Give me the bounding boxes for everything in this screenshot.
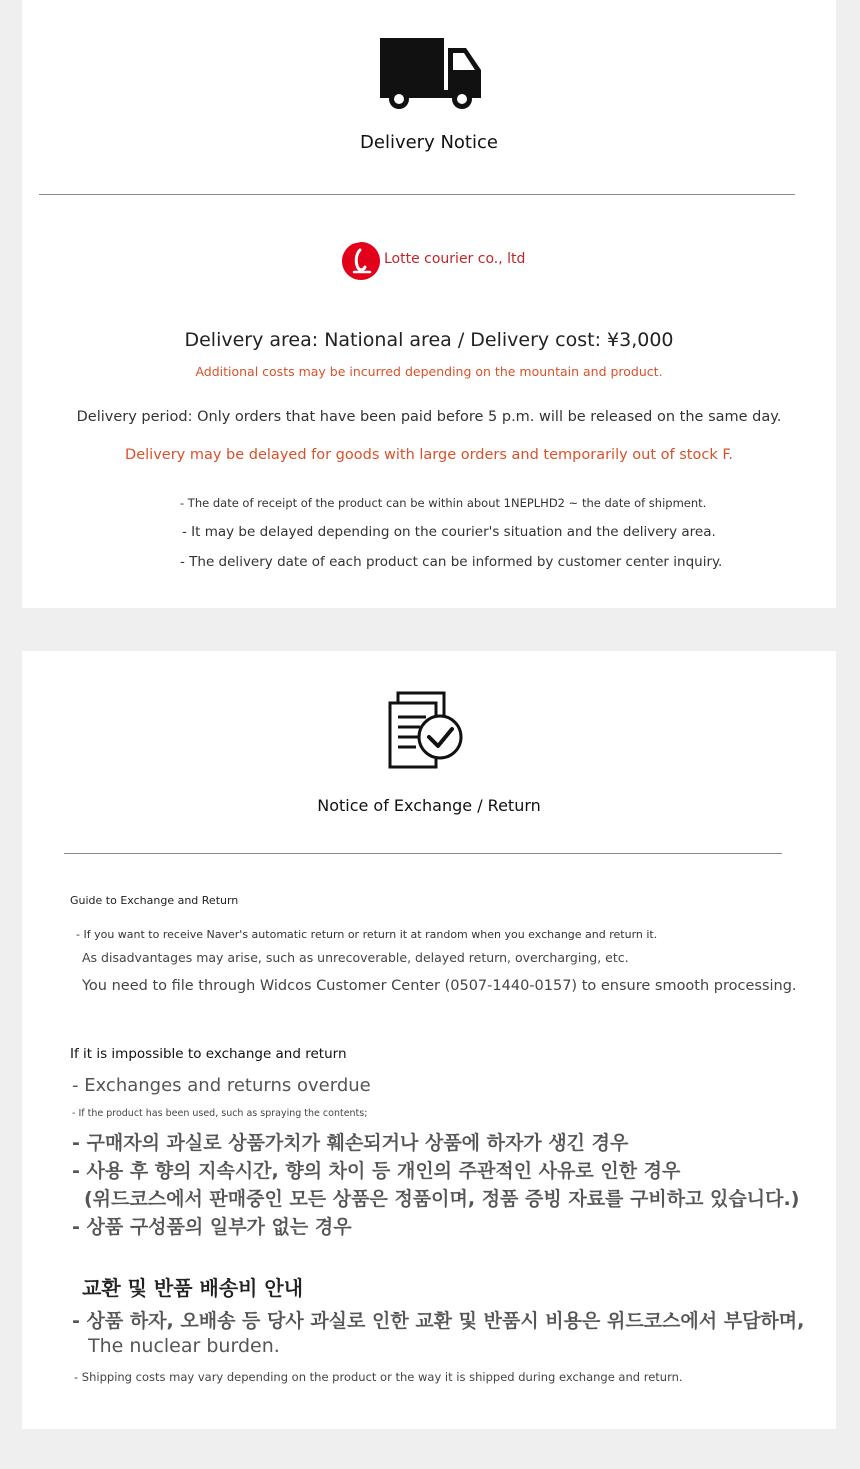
truck-icon <box>380 38 482 110</box>
korean-condition-line: - 구매자의 과실로 상품가치가 훼손되거나 상품에 하자가 생긴 경우 <box>72 1132 629 1154</box>
shipping-cost-title: 교환 및 반품 배송비 안내 <box>82 1276 304 1300</box>
burden-line: The nuclear burden. <box>88 1335 280 1357</box>
shipping-note: - Shipping costs may vary depending on the product or the way it is shipped during exchange and return. <box>74 1370 683 1384</box>
delivery-note: - The delivery date of each product can be informed by customer center inquiry. <box>180 554 723 570</box>
delivery-period: Delivery period: Only orders that have been paid before 5 p.m. will be released on the same day. <box>76 409 782 425</box>
shipping-cost-line: - 상품 하자, 오배송 등 당사 과실로 인한 교환 및 반품시 비용은 위드코스에서 부담하며, <box>72 1310 805 1332</box>
delay-warning: Delivery may be delayed for goods with large orders and temporarily out of stock F. <box>125 447 733 463</box>
section-divider <box>39 194 795 195</box>
guide-line: - If you want to receive Naver's automatic return or return it at random when you exchange and return it. <box>76 928 658 941</box>
delivery-area-cost: Delivery area: National area / Delivery cost: ¥3,000 <box>184 329 674 351</box>
lotte-logo-icon <box>340 240 382 282</box>
exchange-notice-title: Notice of Exchange / Return <box>317 796 541 815</box>
korean-condition-line: (위드코스에서 판매중인 모든 상품은 정품이며, 정품 증빙 자료를 구비하고 있습니다.) <box>84 1188 800 1210</box>
customer-center-line: You need to file through Widcos Customer Center (0507-1440-0157) to ensure smooth processing. <box>82 978 797 994</box>
korean-condition-line: - 상품 구성품의 일부가 없는 경우 <box>72 1216 352 1238</box>
korean-condition-line: - 사용 후 향의 지속시간, 향의 차이 등 개인의 주관적인 사유로 인한 경우 <box>72 1160 681 1182</box>
impossible-title: If it is impossible to exchange and return <box>70 1046 347 1062</box>
overdue-line: - Exchanges and returns overdue <box>72 1075 371 1096</box>
exchange-return-card <box>22 651 836 1429</box>
delivery-notice-card <box>22 0 836 608</box>
additional-costs-note: Additional costs may be incurred depending on the mountain and product. <box>195 364 663 379</box>
delivery-note: - It may be delayed depending on the courier's situation and the delivery area. <box>182 524 716 540</box>
courier-name: Lotte courier co., ltd <box>384 251 526 267</box>
delivery-notice-title: Delivery Notice <box>360 132 498 153</box>
section-divider <box>64 853 782 854</box>
delivery-note: - The date of receipt of the product can be within about 1NEPLHD2 ~ the date of shipment. <box>180 496 707 510</box>
guide-title: Guide to Exchange and Return <box>70 894 239 907</box>
document-check-icon <box>388 691 466 771</box>
used-product-line: - If the product has been used, such as spraying the contents; <box>72 1108 368 1119</box>
guide-line: As disadvantages may arise, such as unrecoverable, delayed return, overcharging, etc. <box>82 950 629 965</box>
